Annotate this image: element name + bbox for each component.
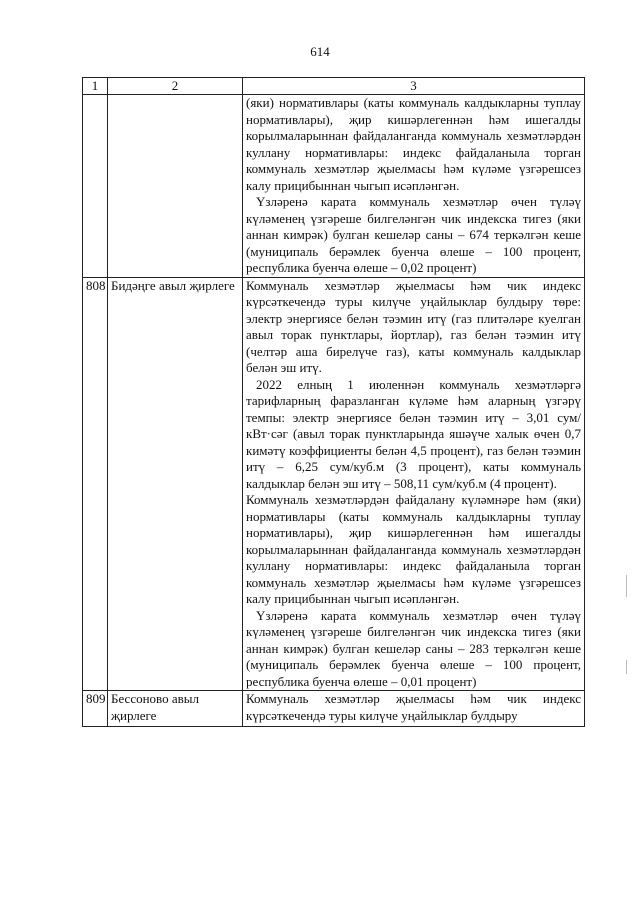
row-number: 808 bbox=[83, 277, 108, 691]
description-paragraph: Коммуналь хезмәтләрдән файдалану күләмнәре һәм (яки) нормативлары (каты коммуналь калдыкларны туплау нормативлары), җир кишәрлегеннән һәм ишегалды корылмаларыннан файдаланганда коммуналь хезмәтләрдән куллану нормативлары: индекс файдаланыла торган коммуналь хезмәтләр җыелмасы һәм күләме үзгәрешсез калу прицибыннан чыгып исәпләнгән. bbox=[246, 492, 581, 606]
settlement-name: Бидәңге авыл җирлеге bbox=[108, 277, 243, 691]
column-header-1: 1 bbox=[83, 78, 108, 95]
description-paragraph: Коммуналь хезмәтләр җыелмасы һәм чик индекс күрсәткечендә туры килүче уңайлыклар булдыру bbox=[246, 691, 581, 723]
table-header-row bbox=[83, 78, 585, 95]
description-paragraph: 2022 елның 1 июленнән коммуналь хезмәтләргә тарифларның фаразланган күләме һәм аларның үзгәрү темпы: электр энергиясе белән тәэмин итү – 3,01 сум/кВт·сәг (авыл торак пунктларында яшәүче халык өчен 0,7 кимәтү коэффициенты белән 4,5 процент), газ белән тәэмин итү – 6,25 сум/куб.м (3 процент), каты коммуналь калдыклар белән эш итү – 508,11 сум/куб.м (4 процент). bbox=[246, 376, 581, 491]
table-row-continued bbox=[83, 95, 585, 278]
row-description bbox=[243, 277, 585, 691]
tariff-table bbox=[82, 77, 585, 727]
description-paragraph: (яки) нормативлары (каты коммуналь калдыкларны туплау нормативлары), җир кишәрлегеннән һәм ишегалды корылмаларыннан файдаланганда коммуналь хезмәтләрдән куллану нормативлары: индекс файдаланыла торган коммуналь хезмәтләр җыелмасы һәм күләме үзгәрешсез калу прицибыннан чыгып исәпләнгән. bbox=[246, 95, 581, 193]
row-number bbox=[83, 95, 108, 278]
settlement-name bbox=[108, 95, 243, 278]
table-row-809 bbox=[83, 691, 585, 727]
description-paragraph: Коммуналь хезмәтләр җыелмасы һәм чик индекс күрсәткечендә туры килүче уңайлыклар булдыру төре: электр энергиясе белән тәэмин итү (газ плитәләре куелган авыл торак пунктлары, йортлар), газ белән тәэмин итү (челтәр аша бирелүче газ), каты коммуналь калдыклар белән эш итү. bbox=[246, 277, 581, 375]
column-header-3: 3 bbox=[243, 78, 585, 95]
scan-edge-mark bbox=[626, 660, 627, 674]
scan-edge-mark bbox=[626, 575, 627, 597]
row-description bbox=[243, 95, 585, 278]
description-paragraph: Үзләренә карата коммуналь хезмәтләр өчен түләү күләменең үзгәреше билгеләнгән чик индекска тигез (яки аннан кимрәк) булган кешеләр саны – 283 теркәлгән кеше (муниципаль берәмлек буенча өлеше – 100 процент, республика буенча өлеше – 0,01 процент) bbox=[246, 607, 581, 689]
row-number: 809 bbox=[83, 691, 108, 727]
page-number: 614 bbox=[310, 44, 330, 59]
column-header-2: 2 bbox=[108, 78, 243, 95]
row-description-clip bbox=[246, 691, 581, 724]
settlement-name bbox=[108, 691, 243, 727]
row-description bbox=[243, 691, 585, 727]
settlement-name-text: Бессоново авыл җирлеге bbox=[111, 691, 199, 723]
description-paragraph: Үзләренә карата коммуналь хезмәтләр өчен түләү күләменең үзгәреше билгеләнгән чик индекска тигез (яки аннан кимрәк) булган кешеләр саны – 674 теркәлгән кеше (муниципаль берәмлек буенча өлеше – 100 процент, республика буенча өлеше – 0,02 процент) bbox=[246, 194, 581, 275]
table-row-808 bbox=[83, 277, 585, 691]
